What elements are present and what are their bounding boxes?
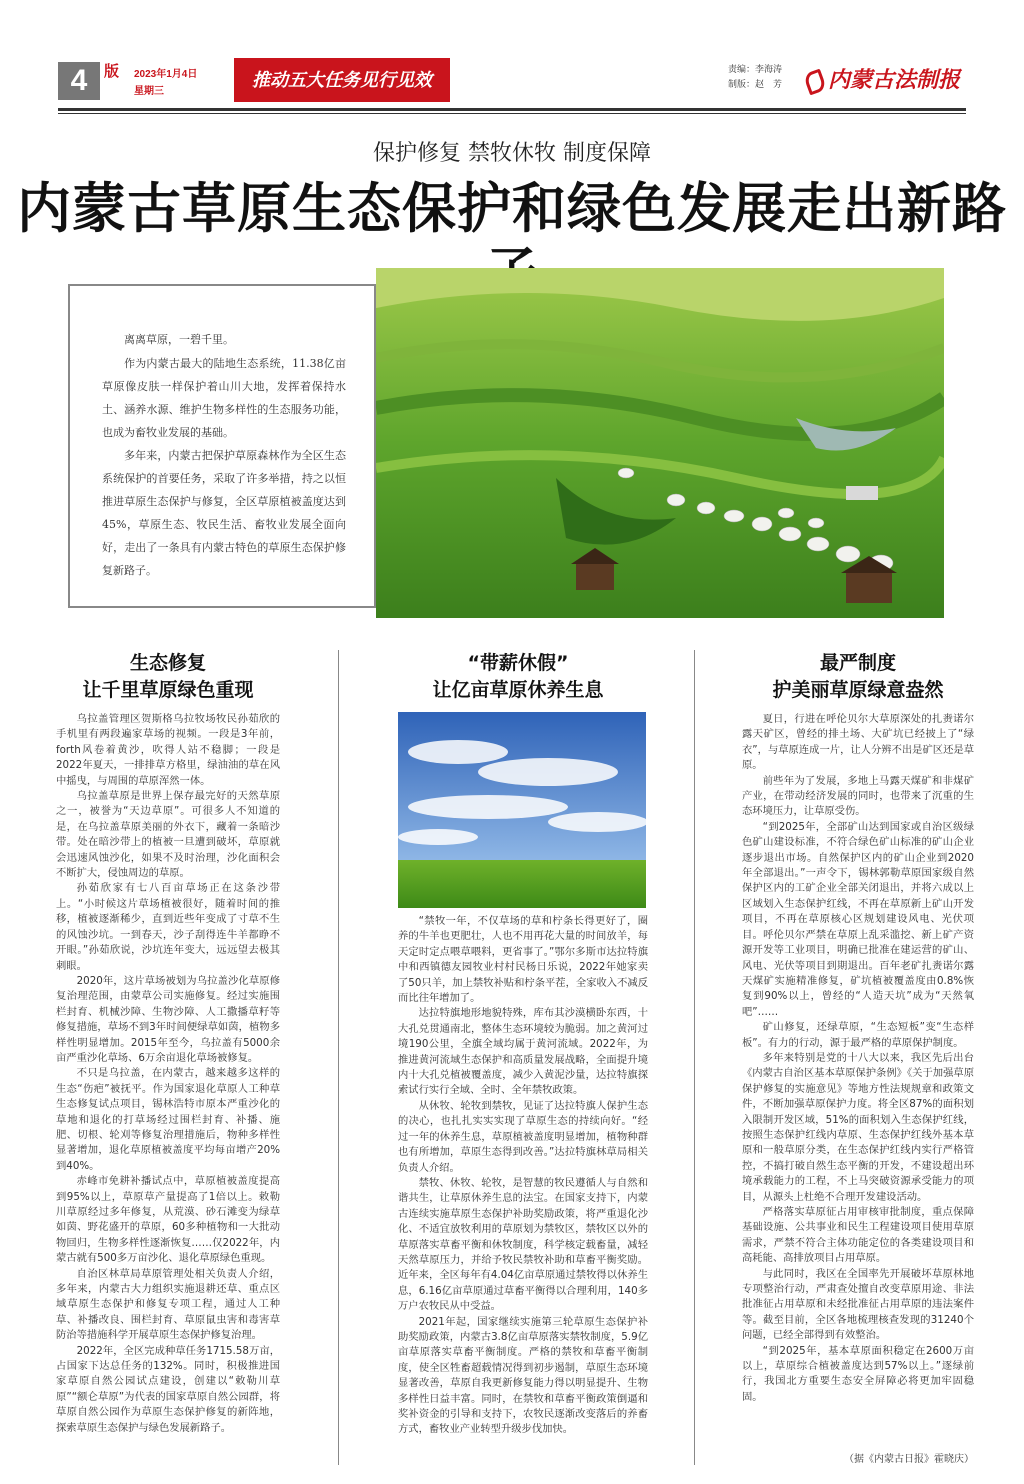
column-2-title-line1: “带薪休假” (467, 652, 569, 674)
lead-paragraph-3: 多年来，内蒙古把保护草原森林作为全区生态系统保护的首要任务，采取了许多举措，持之以恒推进草原生态保护与修复，全区草原植被盖度达到45%，草原生态、牧民生活、畜牧业发展全面向好，走出了一条具有内蒙古特色的草原生态保护修复新路子。 (102, 449, 346, 577)
column-3-body (742, 712, 974, 1472)
editor-credits (728, 62, 782, 92)
column-1-paragraph: 2022年，全区完成种草任务1715.58万亩，占国家下达总任务的132%。同时，积极推进国家草原自然公园试点建设，创建以“敕勒川草原”“额仑草原”为代表的国家草原自然公园群，将草原自然公园作为草原生态保护修复的新阵地，探索草原生态保护与绿色发展新路子。 (56, 1344, 280, 1434)
column-2-paragraph: 从休牧、轮牧到禁牧，见证了达拉特旗人保护生态的决心，也扎扎实实实现了草原生态的持续向好。“经过一年的休养生息，草原植被盖度明显增加，植物种群也有所增加，草原生态得到改善。”达拉特旗林草局相关负责人介绍。 (398, 1099, 648, 1174)
column-1-paragraph: 不只是乌拉盖，在内蒙古，越来越多这样的生态“伤疤”被抚平。作为国家退化草原人工种草生态修复试点项目，锡林浩特市原本严重沙化的草地和退化的打草场经过围栏封育、补播、施肥、切根、轮刈等修复治理措施后，物种多样性显著增加，退化草原植被盖度平均每亩增产20%到40%。 (56, 1067, 280, 1172)
issue-date (134, 66, 197, 100)
masthead-rule (58, 108, 966, 111)
column-3-title-line1: 最严制度 (819, 652, 896, 674)
paper-logo (806, 62, 966, 98)
column-2-paragraph: 禁牧、休牧、轮牧，是智慧的牧民遵循人与自然和谐共生，让草原休养生息的法宝。在国家支持下，内蒙古连续实施草原生态保护补助奖励政策，将严重退化沙化、不适宜放牧利用的草原划为禁牧区，禁牧区以外的草原落实草畜平衡和休牧制度，科学核定载畜量，减轻天然草原压力，并给予牧民禁牧补助和草畜平衡奖励。近年来，全区每年有4.04亿亩草原通过禁牧得以休养生息，6.16亿亩草原通过草畜平衡得以合理利用，140多万户农牧民从中受益。 (398, 1176, 648, 1313)
grassland-yurt-photo-illustration (376, 268, 944, 618)
column-divider-1 (338, 650, 339, 1465)
lead-paragraph-2: 作为内蒙古最大的陆地生态系统，11.38亿亩草原像皮肤一样保护着山川大地，发挥着保持水土、涵养水源、维护生物多样性的生态服务功能，也成为畜牧业发展的基础。 (102, 357, 346, 439)
column-1-paragraph: 2020年，这片草场被划为乌拉盖沙化草原修复治理范围，由蒙草公司实施修复。经过实施围栏封育、机械沙障、生物沙障、人工撒播草籽等修复措施，草场不到3年时间便绿草如茵，植物多样性明显增加。2015年至今，乌拉盖有5000余亩严重沙化草场、6万余亩退化草场被修复。 (56, 974, 280, 1064)
sky-meadow-photo (398, 712, 646, 908)
column-1-title-line1: 生态修复 (129, 652, 206, 674)
column-3-paragraph: 矿山修复，还绿草原，“生态短板”变“生态样板”。有力的行动，源于最严格的草原保护制度。 (742, 1021, 974, 1049)
paper-name: 内蒙古法制报 (828, 67, 961, 92)
masthead (58, 58, 961, 102)
column-3-paragraph: 多年来特别是党的十八大以来，我区先后出台《内蒙古自治区基本草原保护条例》《关于加强草原保护修复的实施意见》等地方性法规规章和政策文件，不断加强草原保护力度。将全区87%的面积划入限制开发区域，51%的面积划入生态保护红线，按照生态保护红线内草原、生态保护红线外基本草原和一般草原分类，在生态保护红线内实行严格管控，不搞打破自然生态平衡的开发，不建设超出环境承载能力的工程，不上马突破资源承受能力的项目，从源头上杜绝不合理开发建设活动。 (742, 1051, 974, 1203)
column-2-paragraph: 2021年起，国家继续实施第三轮草原生态保护补助奖励政策，内蒙古3.8亿亩草原落实禁牧制度，5.9亿亩草原落实草畜平衡制度。严格的禁牧和草畜平衡制度，使全区牲畜超载情况得到初步遏制，草原生态环境显著改善，草原自我更新修复能力得以明显提升、生物多样性日益丰富。同时，在禁牧和草畜平衡政策倒逼和奖补资金的引导和支持下，农牧民逐渐改变落后的养畜方式，畜牧业产业转型升级步伐加快。 (398, 1315, 648, 1436)
column-2-body (398, 914, 648, 1470)
lead-box (68, 284, 376, 608)
column-3-paragraph: 前些年为了发展，多地上马露天煤矿和非煤矿产业，在带动经济发展的同时，也带来了沉重的生态环境压力，让草原受伤。 (742, 774, 974, 818)
column-2-title-line2: 让亿亩草原休养生息 (432, 679, 604, 701)
article-byline: （据《内蒙古日报》霍晓庆） (742, 1452, 974, 1467)
masthead-rule-thin (58, 113, 966, 114)
lead-paragraph-1: 离离草原，一碧千里。 (124, 333, 234, 346)
paper-logo-icon (803, 69, 827, 96)
column-2-paragraph: “禁牧一年，不仅草场的草和柠条长得更好了，圈养的牛羊也更肥壮，人也不用再花大量的时间放羊，每天定时定点喂草喂料，更省事了。”鄂尔多斯市达拉特旗中和西镇德友园牧业村村民杨日乐说，2022年她家卖了50只羊，加上禁牧补贴和柠条平茬，全家收入不减反而比往年增加了。 (398, 915, 648, 1005)
column-3-paragraph: 与此同时，我区在全国率先开展破坏草原林地专项整治行动，严肃查处擅自改变草原用途、非法批准征占用草原和未经批准征占用草原的违法案件等。截至目前，全区各地梳理核查发现的31240个问题，已经全部得到有效整治。 (742, 1267, 974, 1342)
column-2-paragraph: 达拉特旗地形地貌特殊，库布其沙漠横卧东西，十大孔兑贯通南北，整体生态环境较为脆弱。加之黄河过境190公里，全旗全域均属于黄河流域。2022年，为推进黄河流域生态保护和高质量发展战略，全面提升境内十大孔兑植被覆盖度，减少入黄泥沙量，达拉特旗探索试行实行全域、全时、全年禁牧政策。 (398, 1007, 648, 1097)
layout-editor-name: 制版：赵 芳 (728, 79, 783, 89)
column-1-paragraph: 赤峰市免耕补播试点中，草原植被盖度提高到95%以上，草原草产量提高了1倍以上。敕勒川草原经过多年修复，从荒漠、砂石滩变为绿草如茵、野花盛开的草原，60多种植物和一大批动物回归，生物多样性逐渐恢复……仅2022年，内蒙古就有500多万亩沙化、退化草原绿色重现。 (56, 1175, 280, 1265)
column-1-title (68, 650, 268, 704)
column-1-paragraph: 孙茹欣家有七八百亩草场正在这条沙带上。“小时候这片草场植被很好，随着时间的推移，植被逐渐稀少，直到近些年变成了寸草不生的风蚀沙坑。一到春天，沙子刮得连牛羊都睁不开眼。”孙茹欣说，沙坑连年变大，远远望去极其刺眼。 (56, 882, 280, 972)
date-text: 2023年1月4日 (134, 69, 198, 80)
column-2-title (418, 650, 618, 704)
editor-name: 责编：李海涛 (728, 64, 783, 74)
section-slogan: 推动五大任务见行见效 (234, 58, 450, 102)
page-number: 4 (58, 62, 100, 100)
column-1-title-line2: 让千里草原绿色重现 (82, 679, 254, 701)
grassland-yurt-photo (376, 268, 944, 618)
article-subtitle: 保护修复 禁牧休牧 制度保障 (373, 141, 651, 166)
column-divider-2 (694, 650, 695, 1465)
page-suffix: 版 (104, 63, 120, 80)
column-1-paragraph: 自治区林草局草原管理处相关负责人介绍，多年来，内蒙古大力组织实施退耕还草、重点区域草原生态保护和修复专项工程，通过人工种草、补播改良、围栏封育、草原鼠虫害和毒害草防治等措施科学开展草原生态保护修复治理。 (56, 1267, 280, 1342)
column-1-paragraph: 乌拉盖管理区贺斯格乌拉牧场牧民孙茹欣的手机里有两段遍家草场的视频。一段是3年前，forth风卷着黄沙，吹得人站不稳脚；一段是2022年夏天，一排排草方格里，绿油油的草在风中摇曳，与周围的草原浑然一体。 (56, 713, 280, 787)
column-3-paragraph: “到2025年，基本草原面积稳定在2600万亩以上，草原综合植被盖度达到57%以上。”逐绿前行，我国北方重要生态安全屏障必将更加牢固稳固。 (742, 1344, 974, 1403)
column-3-title-line2: 护美丽草原绿意盎然 (772, 679, 944, 701)
column-3-title (748, 650, 968, 704)
article-headline: 内蒙古草原生态保护和绿色发展走出新路 (17, 176, 1007, 240)
column-3-paragraph: 严格落实草原征占用审核审批制度，重点保障基础设施、公共事业和民生工程建设项目使用草原需求，严禁不符合主体功能定位的各类建设项目和高耗能、高排放项目占用草原。 (742, 1206, 974, 1265)
column-1-paragraph: 乌拉盖草原是世界上保存最完好的天然草原之一，被誉为“天边草原”。可很多人不知道的是，在乌拉盖草原美丽的外衣下，藏着一条暗沙带。处在暗沙带上的植被一旦遭到破坏，草原就会迅速风蚀沙化，如果不及时治理，沙化面积会不断扩大，侵蚀周边的草原。 (56, 790, 280, 880)
column-1-body (56, 712, 280, 1472)
column-3-paragraph: “到2025年，全部矿山达到国家或自治区级绿色矿山建设标准，不符合绿色矿山标准的矿山企业逐步退出市场。自然保护区内的矿山企业到2020年全部退出。”一声令下，锡林郭勒草原国家级自然保护区内的工矿企业全部关闭退出，并将六成以上区域划入生态保护红线，不再在草原新上矿山开发项目，不再在草原核心区规划建设风电、光伏项目。呼伦贝尔严禁在草原上乱采滥挖、新上矿产资源开发等工业项目，明确已批准在建运营的矿山、风电、光伏等项目到期退出。百年老矿扎赉诺尔露天煤矿实施精准修复，矿坑植被覆盖度由0.8%恢复到90%以上，曾经的“人造天坑”成为“天然氧吧”…… (742, 820, 974, 1018)
weekday-text: 星期三 (134, 86, 164, 97)
sky-meadow-photo-illustration (398, 712, 646, 908)
column-3-paragraph: 夏日，行进在呼伦贝尔大草原深处的扎赉诺尔露天矿区，曾经的排土场、大矿坑已经披上了“绿衣”，与草原连成一片，让人分辨不出是矿区还是草原。 (742, 713, 974, 772)
